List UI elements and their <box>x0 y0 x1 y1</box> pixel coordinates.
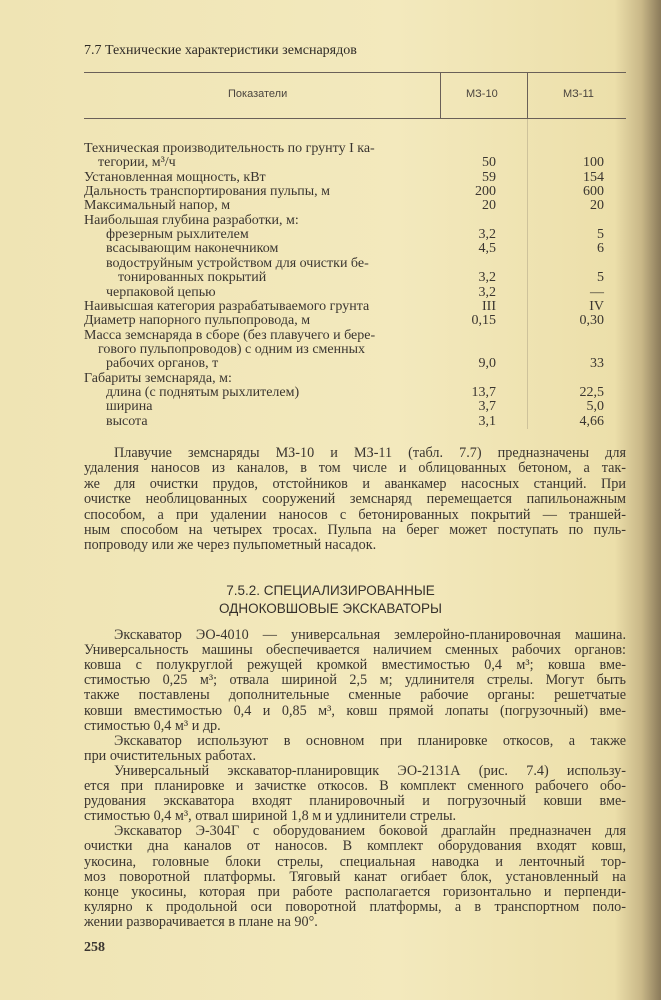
text-line: конце укосины, которая при работе располагается горизонтально и перпенди- <box>84 883 626 900</box>
table-row <box>84 184 624 199</box>
value-mz10: 3,1 <box>478 413 496 429</box>
row-label: тегории, м³/ч <box>98 155 176 171</box>
row-label: Габариты земснаряда, м: <box>84 370 232 386</box>
value-mz10: 3,2 <box>478 227 496 243</box>
table-row <box>84 256 624 271</box>
row-label: водоструйным устройством для очистки бе- <box>106 255 369 271</box>
row-label: черпаковой цепью <box>106 284 216 300</box>
row-label: ширина <box>106 399 153 415</box>
text-line: стимостью 0,25 м³; отвала шириной 2,5 м; удлинителя стрелы. Могут быть <box>84 672 626 689</box>
text-line: при очистительных работах. <box>84 747 257 764</box>
table-row <box>84 213 624 228</box>
text-line: очистки дна каналов от наносов. В комплект оборудования входят ковш, <box>84 838 626 855</box>
value-mz11: 0,30 <box>579 313 604 329</box>
text-line: ется при планировке и зачистке откосов. В комплект сменного рабочего обо- <box>84 778 626 794</box>
table-row <box>84 170 624 185</box>
text-line: Экскаватор Э-304Г с оборудованием боковой драглайн предназначен для <box>114 823 626 840</box>
text-line: способом, а при удалении наносов с бетонированных покрытий — траншей- <box>84 506 626 523</box>
value-mz10: 59 <box>482 169 496 185</box>
row-label: Дальность транспортирования пульпы, м <box>84 184 331 200</box>
value-mz10: 3,2 <box>478 270 496 286</box>
table-row <box>84 342 624 357</box>
text-line: очистке необлицованных сооружений земснаряд перемещается папильонажным <box>84 491 626 508</box>
value-mz10: 50 <box>482 155 496 171</box>
text-line: попроводу или же через пульпометный насадок. <box>84 537 377 554</box>
text-line: Универсальный экскаватор-планировщик ЭО-2131А (рис. 7.4) использу- <box>114 762 626 779</box>
table-row <box>84 299 624 314</box>
table-row <box>84 328 624 343</box>
table-top-rule <box>84 72 626 73</box>
value-mz10: 0,15 <box>471 313 496 329</box>
table-row <box>84 141 624 156</box>
value-mz11: — <box>590 284 604 300</box>
table-row <box>84 371 624 386</box>
running-header: 7.7 Технические характеристики земснарядов <box>84 43 357 58</box>
table-row <box>84 198 624 213</box>
column-divider <box>527 72 528 119</box>
text-line: кулярно к продольной оси поворотной платформы, а в транспортном поло- <box>84 898 626 915</box>
value-mz11: 5 <box>597 270 604 286</box>
table-row <box>84 270 624 285</box>
value-mz11: 4,66 <box>579 413 604 429</box>
table-row <box>84 155 624 170</box>
row-label: тонированных покрытий <box>118 270 267 286</box>
text-line: Плавучие земснаряды МЗ-10 и МЗ-11 (табл. 7.7) предназначены для <box>114 445 626 461</box>
column-divider <box>440 72 441 119</box>
value-mz11: 5,0 <box>586 399 604 415</box>
value-mz11: 100 <box>583 155 604 171</box>
value-mz10: 200 <box>475 184 496 200</box>
value-mz11: 22,5 <box>579 384 604 400</box>
row-label: Установленная мощность, кВт <box>84 169 266 185</box>
row-label: Техническая производительность по грунту I ка- <box>84 141 375 156</box>
header-mz10: МЗ-10 <box>466 88 498 100</box>
value-mz11: 6 <box>597 241 604 257</box>
row-label: Максимальный напор, м <box>84 198 231 214</box>
row-label: Диаметр напорного пульпопровода, м <box>84 313 311 329</box>
row-label: фрезерным рыхлителем <box>106 227 249 243</box>
value-mz10: 20 <box>482 198 496 214</box>
row-label: длина (с поднятым рыхлителем) <box>106 384 300 400</box>
text-line: Экскаватор используют в основном при планировке откосов, а также <box>114 732 626 749</box>
text-line: стимостью 0,4 м³ и др. <box>84 717 221 734</box>
text-line: моз поворотной платформы. Тяговый канат огибает блок, установленный на <box>84 868 626 885</box>
table-row <box>84 227 624 242</box>
value-mz10: III <box>482 298 496 314</box>
table-row <box>84 399 624 414</box>
page-number: 258 <box>84 940 105 955</box>
value-mz11: 5 <box>597 227 604 243</box>
table-row <box>84 356 624 371</box>
text-line: стимостью 0,4 м³, отвал шириной 1,8 м и удлинители стрелы. <box>84 808 457 825</box>
value-mz10: 13,7 <box>471 384 496 400</box>
text-line: также поставлены дополнительные сменные рабочие органы: решетчатые <box>84 687 626 704</box>
table-row <box>84 414 624 429</box>
row-label: Масса земснаряда в сборе (без плавучего и бере- <box>84 327 376 343</box>
table-row <box>84 313 624 328</box>
value-mz10: 3,7 <box>478 399 496 415</box>
value-mz11: 154 <box>583 169 604 185</box>
row-label: гового пульпопроводов) с одним из сменных <box>98 341 366 357</box>
row-label: рабочих органов, т <box>106 356 219 372</box>
value-mz11: 20 <box>590 198 604 214</box>
section-heading-line-2: ОДНОКОВШОВЫЕ ЭКСКАВАТОРЫ <box>218 601 443 616</box>
text-line: укосина, головные блоки стрелы, специальная наводка и ленточный тор- <box>84 853 626 870</box>
row-label: высота <box>106 413 148 429</box>
value-mz11: 600 <box>583 184 604 200</box>
value-mz10: 9,0 <box>478 356 496 372</box>
row-label: Наибольшая глубина разработки, м: <box>84 212 299 228</box>
value-mz11: 33 <box>590 356 604 372</box>
header-mz11: МЗ-11 <box>563 88 594 100</box>
value-mz10: 3,2 <box>478 284 496 300</box>
table-row <box>84 285 624 300</box>
text-line: ковши вместимостью 0,4 и 0,85 м³, ковш прямой лопаты (погрузочный) вме- <box>84 702 626 719</box>
text-line: Экскаватор ЭО-4010 — универсальная землеройно-планировочная машина. <box>114 627 626 643</box>
text-line: ным способом на четырех тросах. Пульпа на берег может поступать по пуль- <box>84 522 626 538</box>
text-line: ковша с полукруглой режущей кромкой вместимостью 0,4 м³; ковша вме- <box>84 657 626 674</box>
text-line: рудования экскаватора входят планировочный и погрузочный ковши вме- <box>84 793 626 810</box>
header-indicators: Показатели <box>228 88 288 100</box>
text-line: удаления наносов из каналов, в том числе и облицованных бетоном, а так- <box>84 460 626 477</box>
text-line: же для очистки прудов, отстойников и аванкамер насосных станций. При <box>84 475 626 492</box>
table-row <box>84 241 624 256</box>
text-line: жении разворачивается в плане на 90°. <box>84 913 318 930</box>
value-mz10: 4,5 <box>478 241 496 257</box>
text-line: Универсальность машины обеспечивается наличием сменных рабочих органов: <box>84 642 626 659</box>
table-header-rule <box>84 118 626 119</box>
row-label: Наивысшая категория разрабатываемого грунта <box>84 298 370 314</box>
section-heading-line-1: 7.5.2. СПЕЦИАЛИЗИРОВАННЫЕ <box>226 583 435 598</box>
row-label: всасывающим наконечником <box>106 241 279 257</box>
table-row <box>84 385 624 400</box>
value-mz11: IV <box>589 298 604 314</box>
